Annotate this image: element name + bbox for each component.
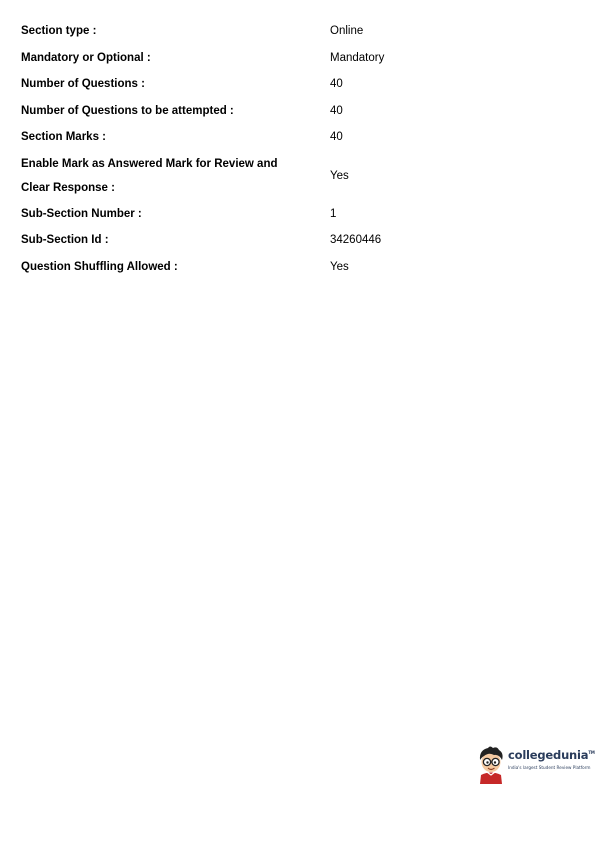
section-details-table: [21, 18, 561, 280]
detail-value: 40: [330, 78, 343, 91]
detail-row-section-marks: [21, 124, 561, 151]
detail-label: Number of Questions to be attempted :: [21, 104, 234, 117]
student-mascot-icon: [475, 744, 507, 784]
brand-logo: [475, 744, 595, 784]
detail-label: Sub-Section Number :: [21, 207, 142, 220]
brand-wordmark: collegedunia: [508, 748, 589, 762]
brand-tagline: India's largest Student Review Platform: [508, 765, 591, 770]
detail-label: Section type :: [21, 25, 97, 38]
detail-value: Online: [330, 25, 364, 38]
detail-value: 34260446: [330, 234, 382, 247]
brand-name: [508, 748, 595, 762]
detail-value: 1: [330, 207, 337, 220]
detail-label: Question Shuffling Allowed :: [21, 260, 178, 273]
detail-row-number-of-questions: [21, 71, 561, 98]
detail-label: Number of Questions :: [21, 78, 145, 91]
detail-label-line: Enable Mark as Answered Mark for Review and: [21, 157, 278, 170]
detail-row-question-shuffling: [21, 254, 561, 281]
detail-value: 40: [330, 104, 343, 117]
detail-row-questions-to-attempt: [21, 98, 561, 125]
detail-label: Sub-Section Id :: [21, 234, 109, 247]
detail-label: Mandatory or Optional :: [21, 51, 151, 64]
detail-value: Yes: [330, 169, 349, 182]
detail-row-sub-section-number: [21, 201, 561, 228]
detail-label: Section Marks :: [21, 131, 106, 144]
detail-value: 40: [330, 131, 343, 144]
detail-label-line: Clear Response :: [21, 181, 115, 194]
brand-trademark: TM: [588, 750, 595, 756]
detail-row-section-type: [21, 18, 561, 45]
detail-label: [21, 152, 330, 200]
detail-value: Mandatory: [330, 51, 385, 64]
detail-row-mandatory-or-optional: [21, 45, 561, 72]
detail-value: Yes: [330, 260, 349, 273]
detail-row-sub-section-id: [21, 227, 561, 254]
detail-row-enable-mark-for-review: [21, 151, 561, 201]
